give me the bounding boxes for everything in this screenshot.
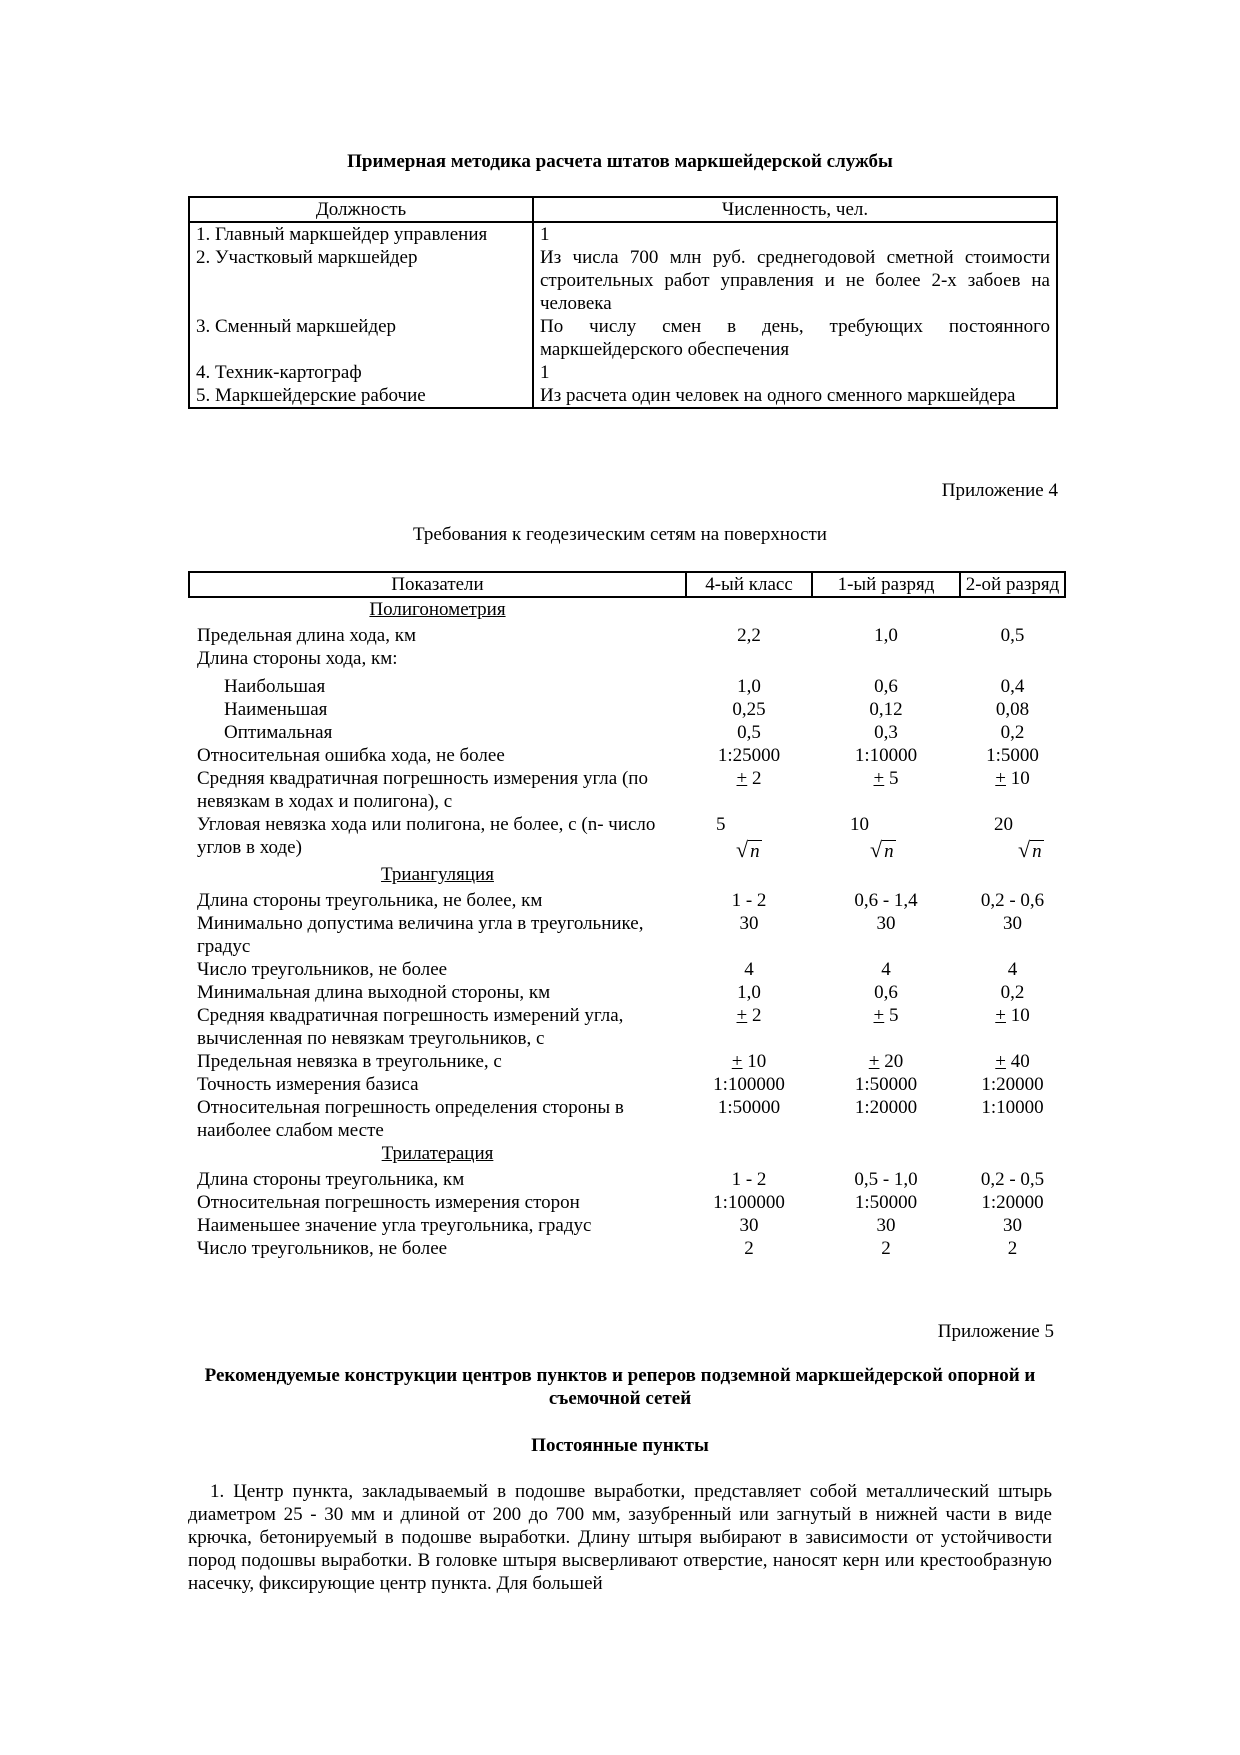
column-header: Должность — [189, 197, 533, 222]
count-cell: Из числа 700 млн руб. среднегодовой сметной стоимости строительных работ управления и не более 2-х забоев на человека — [533, 246, 1057, 315]
column-header: 4-ый класс — [686, 572, 812, 597]
count-cell: 1 — [533, 222, 1057, 246]
requirements-title: Требования к геодезическим сетям на поверхности — [413, 524, 827, 545]
table-header-row — [189, 197, 1057, 222]
position-cell: 3. Сменный маркшейдер — [189, 315, 533, 361]
table-row: Наименьшее значение угла треугольника, градус 30 30 30 — [197, 1215, 1022, 1236]
table-row: Оптимальная 0,5 0,3 0,2 — [224, 722, 1025, 743]
count-cell: По числу смен в день, требующих постоянного маркшейдерского обеспечения — [533, 315, 1057, 361]
requirements-table — [188, 571, 1066, 1260]
table-row: Относительная погрешность определения стороны в наиболее слабом месте 1:50000 1:20000 1:10000 — [197, 1097, 1044, 1141]
table-row: Число треугольников, не более 2 2 2 — [197, 1238, 1018, 1259]
column-header: Показатели — [189, 572, 686, 597]
appendix-5-label: Приложение 5 — [937, 1321, 1054, 1342]
table-row — [189, 315, 1057, 361]
count-cell: 1 — [533, 361, 1057, 384]
table-row: Число треугольников, не более 4 4 4 — [197, 959, 1018, 980]
section-trilateration: Трилатерация — [381, 1143, 494, 1164]
table-row — [189, 246, 1057, 315]
table-row: Минимально допустима величина угла в треугольнике, градус 30 30 30 — [197, 913, 1022, 957]
position-cell: 2. Участковый маркшейдер — [189, 246, 533, 315]
table-row — [189, 222, 1057, 246]
table-row — [189, 361, 1057, 384]
table-row: Относительная погрешность измерения сторон 1:100000 1:50000 1:20000 — [197, 1192, 1044, 1213]
position-cell: 4. Техник-картограф — [189, 361, 533, 384]
table-row: Предельная длина хода, км 2,2 1,0 0,5 — [197, 625, 1025, 646]
staff-title: Примерная методика расчета штатов маркшейдерской службы — [347, 151, 893, 172]
appendix-4-label: Приложение 4 — [941, 480, 1058, 501]
table-row: Минимальная длина выходной стороны, км 1,0 0,6 0,2 — [197, 982, 1025, 1003]
table-row: Угловая невязка хода или полигона, не более, с (n- число углов в ходе) 5 √ n 10 √ n 20 √ n — [197, 814, 1042, 862]
section-polygonometry: Полигонометрия — [369, 599, 506, 620]
position-cell: 1. Главный маркшейдер управления — [189, 222, 533, 246]
table-row — [189, 384, 1057, 408]
table-row: Относительная ошибка хода, не более 1:25000 1:10000 1:5000 — [197, 745, 1039, 766]
table-header-row — [189, 572, 1065, 597]
table-row: Длина стороны хода, км: — [197, 648, 398, 669]
constructions-title: Рекомендуемые конструкции центров пунктов и реперов подземной маркшейдерской опорной и съемочной сетей — [204, 1365, 1036, 1409]
body-paragraph: 1. Центр пункта, закладываемый в подошве выработки, представляет собой металлический штырь диаметром 25 - 30 мм и длиной от 200 до 700 мм, зазубренный или загнутый в нижней части в виде крючка, бетонируемый в подошве выработки. Длину штыря выбирают в зависимости от устойчивости пород подошвы выработки. В головке штыря высверливают отверстие, наносят керн или крестообразную насечку, фиксирующие центр пункта. Для большей — [188, 1481, 1052, 1594]
table-row: Средняя квадратичная погрешность измерения угла (по невязкам в ходах и полигона), с + 2 + 5 + 10 — [197, 768, 1030, 812]
staff-table — [188, 196, 1058, 409]
table-row: Наименьшая 0,25 0,12 0,08 — [224, 699, 1030, 720]
table-row: Точность измерения базиса 1:100000 1:50000 1:20000 — [197, 1074, 1044, 1095]
position-cell: 5. Маркшейдерские рабочие — [189, 384, 533, 408]
column-header: Численность, чел. — [533, 197, 1057, 222]
column-header: 1-ый разряд — [812, 572, 960, 597]
table-row: Длина стороны треугольника, не более, км 1 - 2 0,6 - 1,4 0,2 - 0,6 — [197, 890, 1045, 911]
sqrt-n-formula: √ n — [736, 837, 760, 862]
table-row: Средняя квадратичная погрешность измерений угла, вычисленная по невязкам треугольников, с + 2 + 5 + 10 — [197, 1005, 1030, 1049]
table-row: Наибольшая 1,0 0,6 0,4 — [224, 676, 1025, 697]
permanent-points-heading: Постоянные пункты — [531, 1435, 709, 1456]
sqrt-n-formula: √ n — [1018, 837, 1042, 862]
count-cell: Из расчета один человек на одного сменного маркшейдера — [533, 384, 1057, 408]
table-row: Длина стороны треугольника, км 1 - 2 0,5 - 1,0 0,2 - 0,5 — [197, 1169, 1045, 1190]
column-header: 2-ой разряд — [960, 572, 1065, 597]
sqrt-n-formula: √ n — [870, 837, 894, 862]
section-triangulation: Триангуляция — [381, 864, 494, 885]
table-row: Предельная невязка в треугольнике, с + 10 + 20 + 40 — [197, 1051, 1030, 1072]
